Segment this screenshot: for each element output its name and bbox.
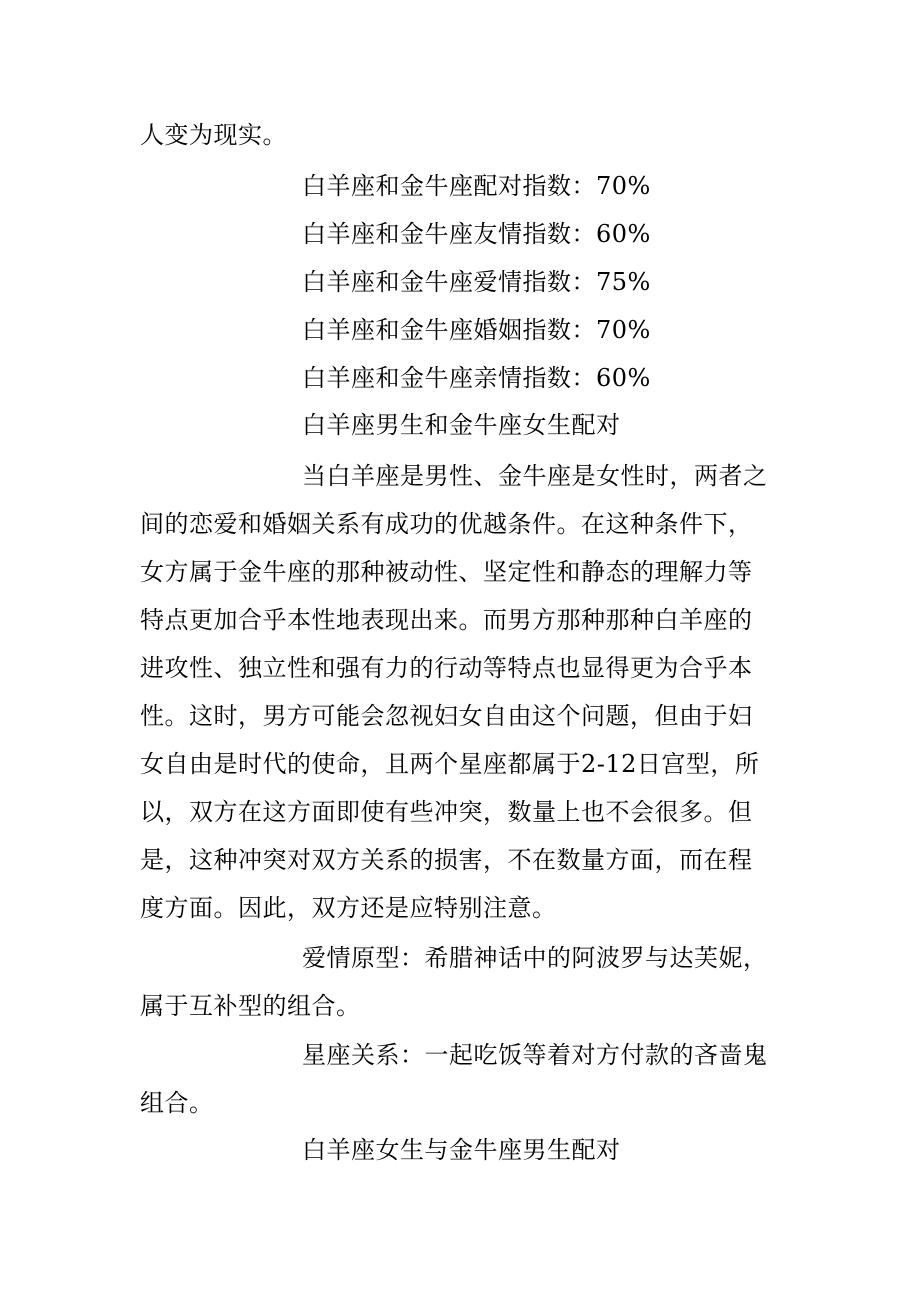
paragraph-line: 进攻性、独立性和强有力的行动等特点也显得更为合乎本 <box>140 654 753 682</box>
paragraph-line: 是，这种冲突对双方关系的损害，不在数量方面，而在程 <box>140 846 753 874</box>
paragraph-line: 女自由是时代的使命，且两个星座都属于2-12日宫型，所 <box>140 750 760 778</box>
stat-friendship-index: 白羊座和金牛座友情指数：60% <box>302 220 651 248</box>
section-heading-female-aries: 白羊座女生与金牛座男生配对 <box>302 1136 621 1164</box>
love-prototype-line: 爱情原型：希腊神话中的阿波罗与达芙妮， <box>302 944 768 972</box>
relationship-line: 星座关系：一起吃饭等着对方付款的吝啬鬼 <box>302 1041 768 1069</box>
section-heading-male-aries: 白羊座男生和金牛座女生配对 <box>302 411 621 439</box>
stat-marriage-index: 白羊座和金牛座婚姻指数：70% <box>302 316 651 344</box>
paragraph-line: 度方面。因此，双方还是应特别注意。 <box>140 894 557 922</box>
stat-family-index: 白羊座和金牛座亲情指数：60% <box>302 364 651 392</box>
opening-line: 人变为现实。 <box>140 121 287 149</box>
paragraph-line: 当白羊座是男性、金牛座是女性时，两者之 <box>302 462 768 490</box>
paragraph-line: 间的恋爱和婚姻关系有成功的优越条件。在这种条件下， <box>140 510 753 538</box>
paragraph-line: 性。这时，男方可能会忽视妇女自由这个问题，但由于妇 <box>140 702 753 730</box>
paragraph-line: 以，双方在这方面即使有些冲突，数量上也不会很多。但 <box>140 798 753 826</box>
stat-match-index: 白羊座和金牛座配对指数：70% <box>302 172 651 200</box>
paragraph-line: 特点更加合乎本性地表现出来。而男方那种那种白羊座的 <box>140 606 753 634</box>
stat-love-index: 白羊座和金牛座爱情指数：75% <box>302 268 651 296</box>
paragraph-line: 女方属于金牛座的那种被动性、坚定性和静态的理解力等 <box>140 558 753 586</box>
love-prototype-line: 属于互补型的组合。 <box>140 992 361 1020</box>
relationship-line: 组合。 <box>140 1089 214 1117</box>
